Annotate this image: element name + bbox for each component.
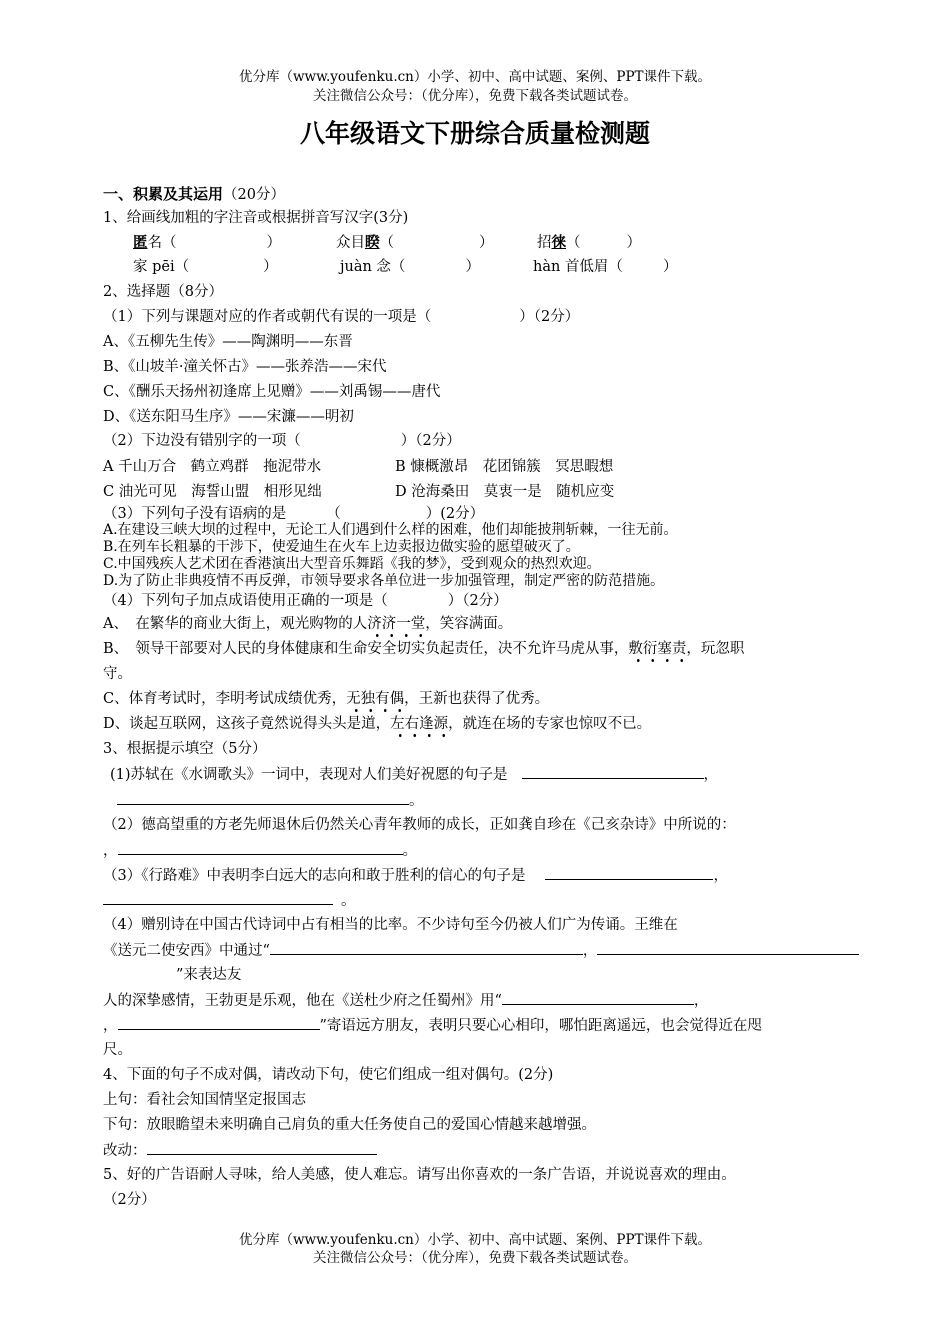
page-footer-line1: 优分库（www.youfenku.cn）小学、初中、高中试题、案例、PPT课件下载。 (238, 1232, 712, 1248)
q2-3-option-c: C.中国残疾人艺术团在香港演出大型音乐舞蹈《我的梦》，受到观众的热烈欢迎。 (103, 556, 601, 572)
q2-4-option-d (103, 714, 651, 734)
q2-1-stem-text: （1）下列与课题对应的作者或朝代有误的一项是（ (103, 309, 432, 325)
q1-c-char: 徕 (551, 234, 566, 251)
q3-4-line1: （4）赠别诗在中国古代诗词中占有相当的比率。不少诗句至今仍被人们广为传诵。王维在 (103, 917, 678, 933)
q5-stem: 5、好的广告语耐人寻味，给人美感，使人难忘。请写出你喜欢的一条广告语，并说说喜欢的理由。 (103, 1167, 736, 1183)
q1-a-text: 名（ (147, 235, 177, 251)
q1-r2-b-text: juàn 念（ (340, 259, 406, 275)
q3-1-period: 。 (409, 793, 424, 809)
q2-4-b-post: ，玩忽职 (686, 641, 745, 657)
q1-b-close: ） (479, 235, 494, 251)
q1-row1-c: 招徕（ ） (537, 234, 641, 251)
q3-3-text: （3）《行路难》中表明李白远大的志向和敢于胜利的信心的句子是 (103, 868, 526, 884)
q2-1-stem (103, 307, 579, 327)
q2-4-option-b-cont: 守。 (103, 666, 132, 682)
q2-2-option-c: C 油光可见 海誓山盟 相形见绌 (103, 484, 322, 500)
q1-b-text: （ (379, 235, 394, 251)
q3-1-line (110, 764, 718, 785)
q3-4-text-d: 人的深挚感情，王勃更是乐观，他在《送杜少府之任蜀州》用“ (103, 993, 502, 1009)
q1-row2-a (133, 257, 278, 277)
q1-stem: 1、给画线加粗的字注音或根据拼音写汉字(3分) (103, 210, 409, 226)
q2-1-option-b: B、《山坡羊·潼关怀古》——张养浩——宋代 (103, 359, 387, 375)
q1-row2-b (340, 257, 480, 277)
q2-4-b-pre: B、 领导干部要对人民的身体健康和生命安全切实负起责任，决不允许马虎从事， (103, 641, 629, 657)
section-heading (103, 184, 285, 205)
q1-row1 (133, 233, 281, 253)
q2-4-stem-text: （4）下列句子加点成语使用正确的一项是（ (103, 593, 388, 609)
q2-2-option-a: A 千山万合 鹤立鸡群 拖泥带水 (103, 459, 322, 475)
q1-row1-b: 众目睽（ ） (336, 234, 494, 251)
q2-3-stem-text: （3）下列句子没有语病的是 (103, 506, 287, 522)
q3-4-text-e: ”寄语远方朋友，表明只要心心相印，哪怕距离遥远，也会觉得近在咫 (319, 1018, 762, 1034)
q2-4-d-pre: D、谈起互联网，这孩子竟然说得头头是道， (103, 716, 391, 732)
q2-1-close: ）（2分） (519, 309, 580, 325)
q4-upper-line: 上句：看社会知国情坚定报国志 (103, 1092, 306, 1108)
q3-2-blank[interactable] (118, 840, 403, 855)
q1-r2-c-text: hàn 首低眉（ (533, 259, 623, 275)
q2-3-option-d: D.为了防止非典疫情不再反弹，市领导要求各单位进一步加强管理，制定严密的防范措施。 (103, 573, 665, 589)
q2-4-option-a (103, 614, 512, 634)
page-header-line1: 优分库（www.youfenku.cn）小学、初中、高中试题、案例、PPT课件下载。 (238, 69, 712, 85)
q2-4-d-idiom: 左右逢源 (390, 716, 449, 732)
q3-4-comma-d: ， (103, 1018, 118, 1034)
section-score: （20分） (223, 187, 285, 203)
q3-1-text: (1)苏轼在《水调歌头》一词中，表现对人们美好祝愿的句子是 (110, 767, 508, 783)
q2-3-stem (103, 504, 484, 524)
q3-1-line2 (117, 790, 424, 811)
q3-3-comma: ， (713, 868, 728, 884)
q2-stem: 2、选择题（8分） (103, 284, 223, 300)
q3-1-comma: ， (703, 767, 719, 783)
q2-2-option-b: B 慷概激昂 花团锦簇 冥思暇想 (395, 459, 614, 475)
q3-3-blank-b[interactable] (103, 890, 333, 905)
q2-4-a-post: ，笑容满面。 (425, 616, 513, 632)
q3-2-line: （2）德高望重的方老先师退休后仍然关心青年教师的成长，正如龚自珍在《己亥杂诗》中所说的： (103, 817, 736, 833)
q2-4-c-idiom: 无独有偶 (346, 691, 405, 707)
q2-1-option-c: C、《酬乐天扬州初逢席上见赠》——刘禹锡——唐代 (103, 384, 441, 400)
q2-3-option-a: A.在建设三峡大坝的过程中，无论工人们遇到什么样的困难，他们却能披荆斩棘，一往无前。 (103, 522, 678, 538)
q3-1-blank-b[interactable] (117, 790, 409, 805)
q2-2-stem (103, 431, 461, 451)
q2-4-a-idiom: 济济一堂 (367, 616, 426, 632)
q4-stem: 4、下面的句子不成对偶，请改动下句，使它们组成一组对偶句。(2分) (103, 1067, 554, 1083)
q2-4-a-pre: A、 在繁华的商业大街上，观光购物的人 (103, 616, 368, 632)
q3-4-blank-d[interactable] (118, 1015, 320, 1030)
q3-3-line2 (103, 890, 356, 911)
q3-3-period: 。 (341, 893, 356, 909)
q3-4-blank-c[interactable] (502, 990, 694, 1005)
q3-4-blank-b[interactable] (597, 940, 859, 955)
q4-edit-blank[interactable] (147, 1140, 377, 1155)
q5-score: （2分） (103, 1192, 156, 1208)
q2-4-stem (103, 591, 508, 611)
q3-4-line6: 尺。 (103, 1042, 132, 1058)
q1-r2-a-close: ） (263, 259, 278, 275)
q3-3-line (103, 865, 728, 886)
page-title: 八年级语文下册综合质量检测题 (299, 119, 650, 148)
q3-1-blank-a[interactable] (522, 764, 704, 779)
q3-3-blank-a[interactable] (545, 865, 713, 880)
q4-lower-line: 下句：放眼瞻望未来明确自己肩负的重大任务使自己的爱国心情越来越增强。 (103, 1117, 596, 1133)
q2-2-stem-text: （2）下边没有错别字的一项（ (103, 433, 301, 449)
q2-4-d-post: ，就连在场的专家也惊叹不已。 (448, 716, 652, 732)
q1-r2-c-close: ） (662, 259, 678, 275)
q2-4-c-pre: C、体育考试时，李明考试成绩优秀， (103, 691, 347, 707)
q3-4-line2 (103, 940, 859, 961)
q1-a-char: 匿 (133, 234, 148, 251)
q2-4-c-post: ，王新也获得了优秀。 (404, 691, 550, 707)
q1-b-char: 睽 (365, 234, 380, 251)
q2-3-open: （ (326, 506, 341, 522)
q2-4-option-b (103, 639, 744, 659)
section-heading-text: 一、积累及其运用 (103, 185, 224, 203)
q4-edit-line (103, 1140, 377, 1161)
q3-2-period: 。 (402, 843, 417, 859)
page-header-line2: 关注微信公众号：（优分库），免费下载各类试题试卷。 (313, 88, 637, 104)
q2-4-close: ）（2分） (447, 593, 508, 609)
page-footer-line2: 关注微信公众号：（优分库），免费下载各类试题试卷。 (313, 1250, 637, 1266)
q2-1-option-d: D、《送东阳马生序》——宋濂——明初 (103, 409, 354, 425)
q3-4-line3: ”来表达友 (176, 967, 242, 983)
q3-4-line4 (103, 990, 708, 1011)
q2-2-close: ）（2分） (400, 433, 461, 449)
q2-3-close: ）(2分） (425, 506, 485, 522)
q3-4-comma-c: ， (693, 993, 709, 1009)
q2-2-option-d: D 沧海桑田 莫衷一是 随机应变 (395, 484, 615, 500)
q3-4-comma-a: ， (582, 943, 598, 959)
q3-stem: 3、根据提示填空（5分） (103, 741, 267, 757)
q2-4-option-c (103, 689, 549, 709)
q3-4-line5 (103, 1015, 762, 1036)
q2-1-option-a: A、《五柳先生传》——陶渊明——东晋 (103, 334, 353, 350)
q2-3-option-b: B.在列车长粗暴的干涉下，使爱迪生在火车上边卖报边做实验的愿望破灭了。 (103, 539, 580, 555)
q4-edit-label: 改动： (103, 1143, 147, 1159)
q3-2-comma: ， (103, 843, 118, 859)
q1-row2-c (533, 257, 677, 277)
q3-4-text-b: 《送元二使安西》中通过“ (103, 943, 270, 959)
q3-2-line2 (103, 840, 417, 861)
q3-4-blank-a[interactable] (270, 940, 583, 955)
q1-a-close: ） (266, 235, 281, 251)
q1-c-close: ） (626, 235, 641, 251)
q1-c-text: （ (566, 235, 581, 251)
q1-r2-a-text: 家 pēi（ (133, 259, 190, 275)
q2-4-b-idiom: 敷衍塞责 (628, 641, 687, 657)
q1-r2-b-close: ） (465, 259, 480, 275)
